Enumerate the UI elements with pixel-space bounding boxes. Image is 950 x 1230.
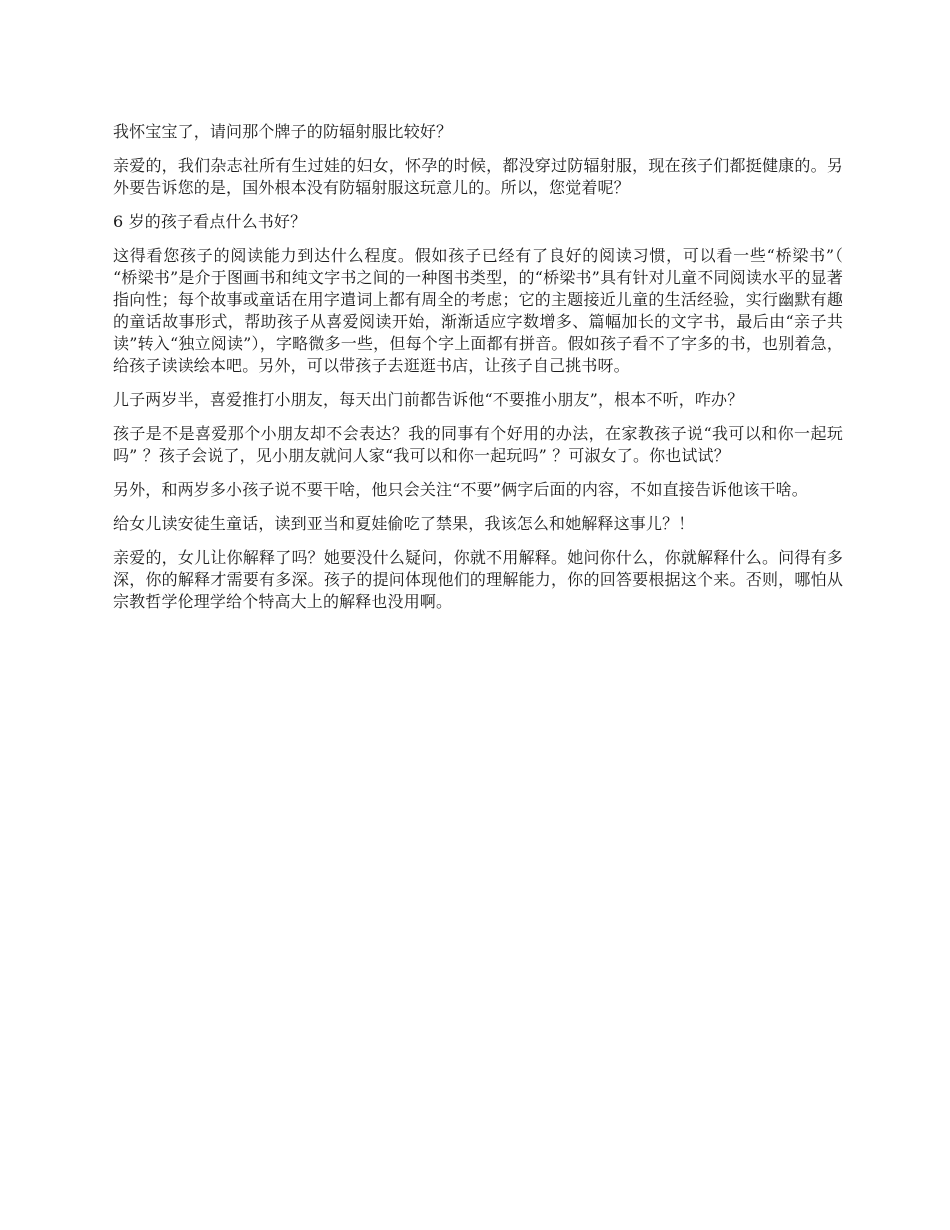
question-pregnancy-clothing: 我怀宝宝了，请问那个牌子的防辐射服比较好？ <box>113 122 453 141</box>
answer-pushing-friends-followup: 另外，和两岁多小孩子说不要干啥，他只会关注“不要”俩字后面的内容，不如直接告诉他该干啥。 <box>113 480 808 499</box>
answer-fairy-tale-explanation: 亲爱的，女儿让你解释了吗？她要没什么疑问，你就不用解释。她问你什么，你就解释什么。问得有多深，你的解释才需要有多深。孩子的提问体现他们的理解能力，你的回答要根据这个来。否则，哪怕从宗教哲学伦理学给个特高大上的解释也没用啊。 <box>113 548 843 611</box>
answer-pushing-friends: 孩子是不是喜爱那个小朋友却不会表达？我的同事有个好用的办法，在家教孩子说“我可以和你一起玩吗” ？孩子会说了，见小朋友就问人家“我可以和你一起玩吗” ？可淑女了。你也试试？ <box>113 424 843 465</box>
question-fairy-tale-explanation: 给女儿读安徒生童话，读到亚当和夏娃偷吃了禁果，我该怎么和她解释这事儿？！ <box>113 514 695 533</box>
document-body <box>113 121 843 625</box>
answer-pregnancy-clothing: 亲爱的，我们杂志社所有生过娃的妇女，怀孕的时候，都没穿过防辐射服，现在孩子们都挺健康的。另外要告诉您的是，国外根本没有防辐射服这玩意儿的。所以，您觉着呢？ <box>113 156 843 197</box>
answer-books-six-year-old: 这得看您孩子的阅读能力到达什么程度。假如孩子已经有了良好的阅读习惯，可以看一些“桥梁书”（ “桥梁书”是介于图画书和纯文字书之间的一种图书类型，的“桥梁书”具有针对儿童不同阅读水平的显著指向性；每个故事或童话在用字遣词上都有周全的考虑；它的主题接近儿童的生活经验，实行幽默有趣的童话故事形式，帮助孩子从喜爱阅读开始，渐渐适应字数增多、篇幅加长的文字书，最后由“亲子共读”转入“独立阅读”），字略微多一些，但每个字上面都有拼音。假如孩子看不了字多的书，也别着急，给孩子读读绘本吧。另外，可以带孩子去逛逛书店，让孩子自己挑书呀。 <box>113 246 843 375</box>
question-pushing-friends: 儿子两岁半，喜爱推打小朋友，每天出门前都告诉他“不要推小朋友”，根本不听，咋办？ <box>113 390 744 409</box>
question-books-six-year-old: 6 岁的孩子看点什么书好？ <box>113 212 307 231</box>
